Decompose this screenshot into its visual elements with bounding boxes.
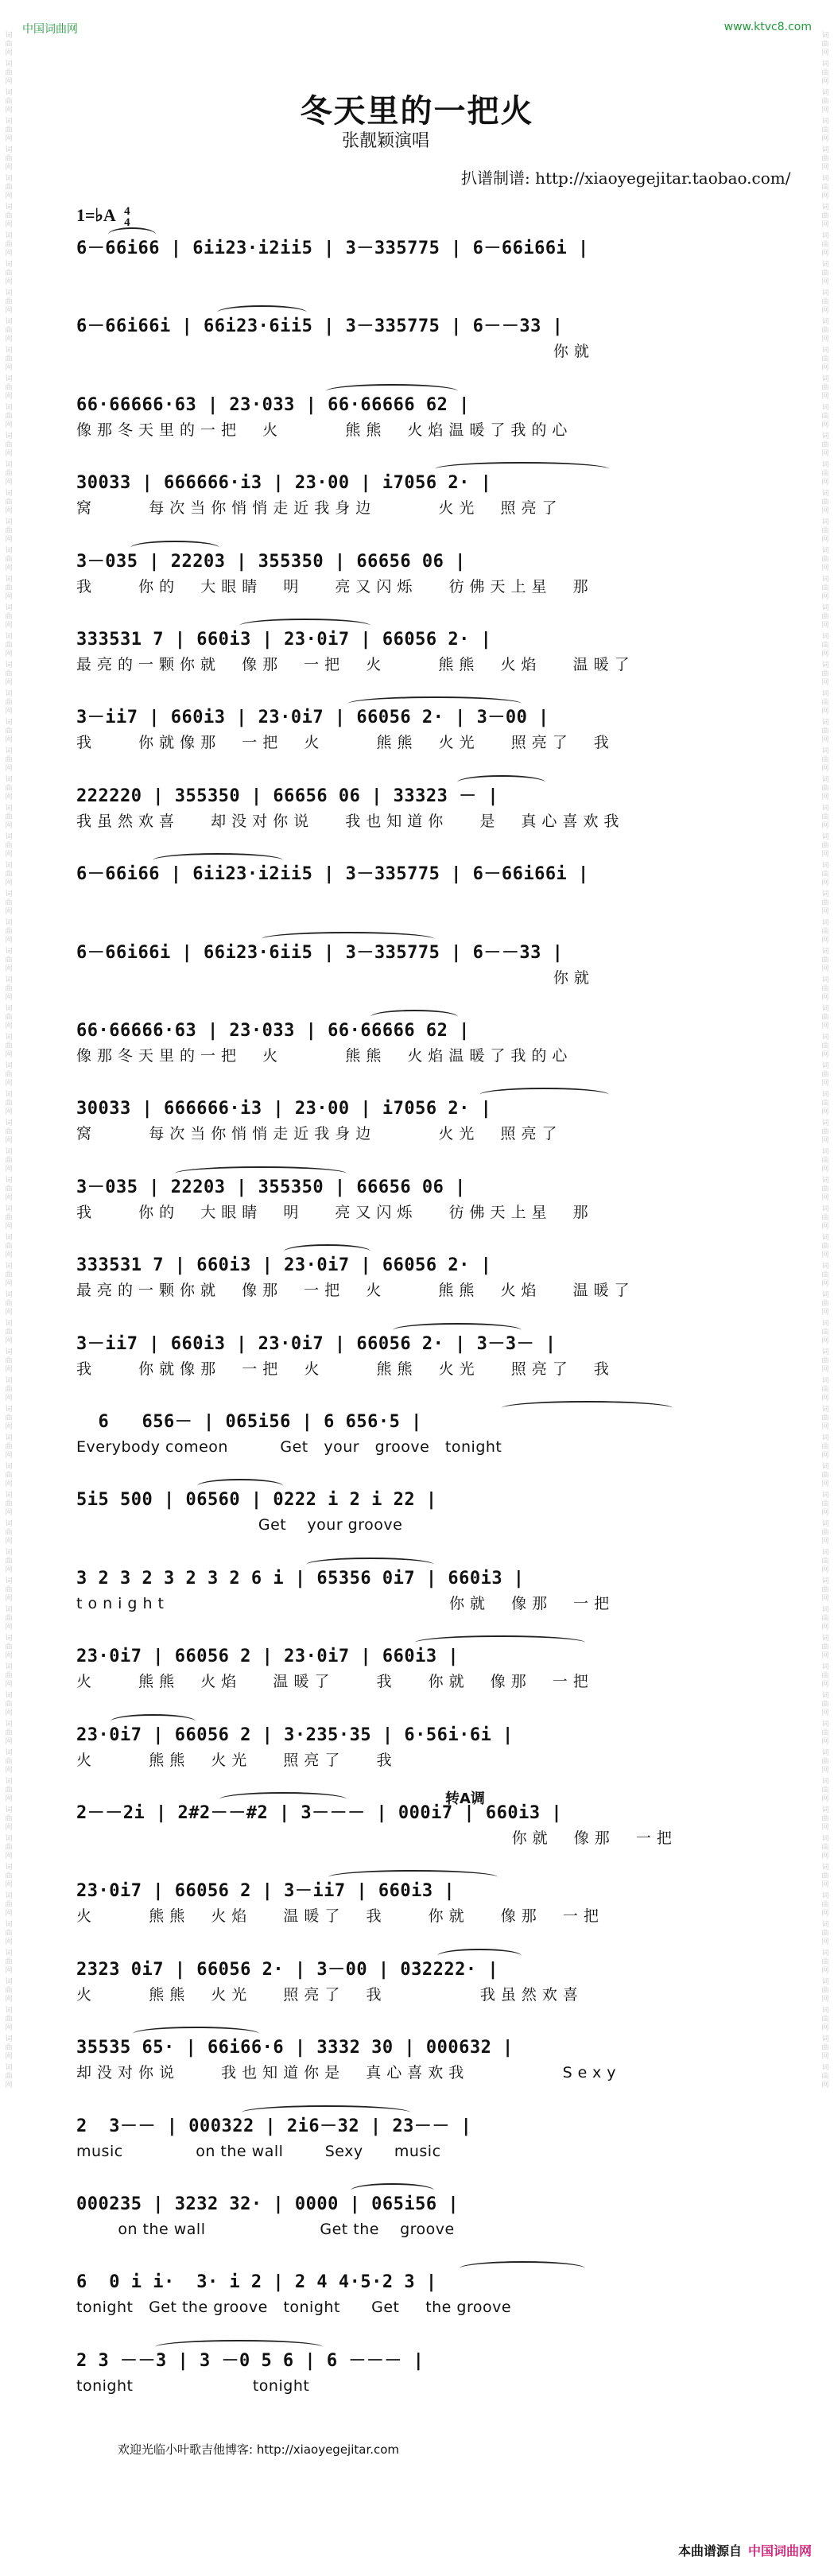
watermark-text: 词曲网 (5, 2064, 13, 2089)
watermark-text: 词曲网 (5, 146, 13, 172)
notation-line: 66·66666·63 | 23·033 | 66·66666 62 | (76, 1021, 470, 1041)
notation-line: 6－66i66i | 66i23·6ii5 | 3－335775 | 6－－33 | (76, 316, 564, 336)
watermark-text: 词曲网 (821, 576, 829, 601)
watermark-text: 词曲网 (5, 1549, 13, 1574)
watermark-text: 词曲网 (821, 461, 829, 487)
watermark-text: 词曲网 (5, 1577, 13, 1603)
watermark-text: 词曲网 (5, 118, 13, 143)
score-line (76, 1487, 760, 1536)
watermark-text: 词曲网 (821, 1348, 829, 1374)
lyric-line: 我 你就像那 一把 火 熊熊 火光 照亮了 我 (76, 1360, 615, 1378)
watermark-text: 词曲网 (821, 1921, 829, 1946)
watermark-text: 词曲网 (5, 89, 13, 114)
footer-source-label: 本曲谱源自 (677, 2543, 742, 2559)
watermark-text: 词曲网 (821, 1577, 829, 1603)
slur-mark (197, 1479, 283, 1493)
notation-line: 3 2 3 2 3 2 3 2 6 i | 65356 0i7 | 660i3 | (76, 1569, 525, 1589)
lyric-line: 窝 每次当你悄悄走近我身边 火光 照亮了 (76, 1125, 563, 1143)
lyric-line: Everybody comeon Get your groove tonight (76, 1438, 502, 1456)
notation-line: 2 3 －－3 | 3 －0 5 6 | 6 －－－ | (76, 2351, 425, 2371)
slur-mark (457, 775, 545, 789)
watermark-text: 词曲网 (5, 1119, 13, 1145)
watermark-text: 词曲网 (821, 289, 829, 315)
watermark-text: 词曲网 (821, 60, 829, 86)
watermark-text: 词曲网 (5, 1949, 13, 1975)
watermark-text: 词曲网 (5, 1463, 13, 1488)
watermark-text: 词曲网 (5, 461, 13, 487)
site-logo-left[interactable]: 中国词曲网 (22, 23, 78, 36)
watermark-text: 词曲网 (5, 1692, 13, 1717)
watermark-text: 词曲网 (5, 1806, 13, 1832)
watermark-text: 词曲网 (821, 175, 829, 200)
watermark-text: 词曲网 (821, 1234, 829, 1259)
notation-line: 66·66666·63 | 23·033 | 66·66666 62 | (76, 395, 470, 415)
score-line (76, 1174, 760, 1224)
watermark-text: 词曲网 (5, 1921, 13, 1946)
notation-line: 333531 7 | 660i3 | 23·0i7 | 66056 2· | (76, 630, 492, 650)
watermark-text: 词曲网 (5, 862, 13, 887)
watermark-text: 词曲网 (821, 1864, 829, 1889)
score-line (76, 1331, 760, 1380)
song-title: 冬天里的一把火 (300, 93, 534, 130)
watermark-text: 词曲网 (5, 833, 13, 859)
key-signature (76, 205, 130, 228)
watermark-text: 词曲网 (821, 1549, 829, 1574)
key-label: 1=♭A (76, 205, 115, 225)
lyric-line: 我 你的 大眼睛 明 亮又闪烁 彷佛天上星 那 (76, 1204, 594, 1221)
watermark-text: 词曲网 (5, 318, 13, 343)
watermark-text: 词曲网 (821, 1949, 829, 1975)
watermark-text: 词曲网 (5, 175, 13, 200)
watermark-text: 词曲网 (5, 576, 13, 601)
slur-mark (415, 1635, 585, 1650)
notation-line: 30033 | 666666·i3 | 23·00 | i7056 2· | (76, 1099, 492, 1119)
score-line (76, 470, 760, 519)
watermark-text: 词曲网 (821, 1806, 829, 1832)
slur-mark (130, 541, 219, 555)
score-line (76, 861, 760, 910)
watermark-text: 词曲网 (821, 232, 829, 258)
notation-line: 6－66i66 | 6ii23·i2ii5 | 3－335775 | 6－66i66i | (76, 239, 589, 258)
lyric-line: 你就 (76, 343, 595, 360)
watermark-text: 词曲网 (821, 633, 829, 658)
score-line (76, 783, 760, 832)
lyric-line: 你就 (76, 969, 595, 987)
slur-mark (219, 1792, 347, 1806)
site-url-right[interactable]: www.ktvc8.com (723, 21, 812, 33)
score-line (76, 1096, 760, 1145)
watermark-text: 词曲网 (821, 1692, 829, 1717)
lyric-line: Get your groove (76, 1516, 403, 1534)
lyric-line: tonight Get the groove tonight Get the groove (76, 2299, 512, 2316)
watermark-text: 词曲网 (821, 1463, 829, 1488)
watermark-text: 词曲网 (5, 1721, 13, 1746)
watermark-text: 词曲网 (821, 2035, 829, 2061)
slur-mark (175, 1166, 347, 1181)
watermark-text: 词曲网 (5, 805, 13, 830)
watermark-text: 词曲网 (821, 1835, 829, 1860)
watermark-text: 词曲网 (821, 1091, 829, 1116)
watermark-text: 词曲网 (821, 146, 829, 172)
watermark-text: 词曲网 (5, 1234, 13, 1259)
lyric-line (76, 888, 760, 910)
watermark-text: 词曲网 (821, 1778, 829, 1803)
watermark-text: 词曲网 (5, 1263, 13, 1288)
score-line (76, 549, 760, 598)
score-line (76, 313, 760, 363)
watermark-text: 词曲网 (821, 1291, 829, 1317)
score-line (76, 2113, 760, 2163)
watermark-text: 词曲网 (821, 261, 829, 286)
lyric-line: 我 你的 大眼睛 明 亮又闪烁 彷佛天上星 那 (76, 578, 594, 596)
score-line (76, 704, 760, 754)
watermark-text: 词曲网 (821, 890, 829, 916)
watermark-text: 词曲网 (5, 1520, 13, 1546)
slur-mark (108, 227, 156, 242)
watermark-text: 词曲网 (5, 1205, 13, 1231)
watermark-text: 词曲网 (821, 805, 829, 830)
slur-mark (284, 1244, 370, 1259)
lyric-line: 最亮的一颗你就 像那 一把 火 熊熊 火焰 温暖了 (76, 1282, 635, 1299)
time-signature (124, 206, 130, 228)
lyric-line: 像那冬天里的一把 火 熊熊 火焰温暖了我的心 (76, 421, 573, 439)
notation-line: 000235 | 3232 32· | 0000 | 065i56 | (76, 2194, 460, 2214)
watermark-text: 词曲网 (821, 433, 829, 458)
watermark-text: 词曲网 (5, 690, 13, 716)
notation-line: 3－ii7 | 660i3 | 23·0i7 | 66056 2· | 3－00 | (76, 708, 549, 727)
watermark-text: 词曲网 (5, 1348, 13, 1374)
watermark-text: 词曲网 (821, 89, 829, 114)
slur-mark (351, 2183, 434, 2198)
score-line (76, 1409, 760, 1458)
lyric-line: on the wall Get the groove (76, 2221, 455, 2238)
watermark-text: 词曲网 (821, 1005, 829, 1030)
slur-mark (393, 1323, 522, 1337)
watermark-text: 词曲网 (821, 1148, 829, 1174)
score-line (76, 392, 760, 441)
watermark-text: 词曲网 (5, 1864, 13, 1889)
notation-line: 30033 | 666666·i3 | 23·00 | i7056 2· | (76, 473, 492, 493)
slur-mark (370, 1010, 458, 1024)
modulation-marker: 转A调 (445, 1790, 485, 1807)
watermark-text: 词曲网 (821, 1978, 829, 2004)
watermark-text: 词曲网 (821, 1663, 829, 1689)
score-line (76, 235, 760, 285)
watermark-text: 词曲网 (821, 1177, 829, 1202)
watermark-text: 词曲网 (821, 719, 829, 744)
slur-mark (217, 305, 307, 320)
watermark-text: 词曲网 (821, 690, 829, 716)
watermark-text: 词曲网 (5, 747, 13, 773)
watermark-text: 词曲网 (821, 490, 829, 515)
footer-source (678, 2541, 812, 2559)
singer-credit: 张靓颖演唱 (342, 131, 430, 151)
side-watermark-left (3, 32, 14, 2544)
watermark-text: 词曲网 (5, 976, 13, 1002)
watermark-text: 词曲网 (5, 1434, 13, 1460)
footer-source-brand[interactable]: 中国词曲网 (747, 2543, 812, 2559)
watermark-text: 词曲网 (821, 833, 829, 859)
lyric-line: 火 熊熊 火光 照亮了 我 (76, 1752, 398, 1769)
slur-mark (262, 932, 434, 946)
watermark-text: 词曲网 (5, 776, 13, 801)
watermark-text: 词曲网 (821, 547, 829, 572)
lyric-line: 却没对你说 我也知道你是 真心喜欢我 Sexy (76, 2064, 622, 2081)
score-line (76, 2191, 760, 2240)
score-line (76, 1252, 760, 1302)
slur-mark (460, 2261, 585, 2275)
watermark-text: 词曲网 (821, 1721, 829, 1746)
watermark-text: 词曲网 (5, 490, 13, 515)
slur-mark (502, 1401, 673, 1415)
slur-mark (348, 696, 522, 711)
score-line (76, 1878, 760, 1927)
watermark-text: 词曲网 (5, 1606, 13, 1631)
score-line (76, 1018, 760, 1067)
watermark-text: 词曲网 (821, 919, 829, 945)
watermark-text: 词曲网 (821, 1377, 829, 1402)
lyric-line: 我 你就像那 一把 火 熊熊 火光 照亮了 我 (76, 734, 615, 751)
watermark-text: 词曲网 (821, 404, 829, 429)
watermark-text: 词曲网 (821, 776, 829, 801)
transcriber-credit: 扒谱制谱: http://xiaoyegejitar.taobao.com/ (461, 169, 791, 188)
watermark-text: 词曲网 (5, 1091, 13, 1116)
watermark-text: 词曲网 (5, 1749, 13, 1775)
watermark-text: 词曲网 (5, 719, 13, 744)
score-line (76, 1800, 760, 1849)
watermark-text: 词曲网 (821, 347, 829, 372)
watermark-text: 词曲网 (5, 347, 13, 372)
score-line (76, 1565, 760, 1615)
slur-mark (328, 1870, 498, 1884)
notation-line: 2－－2i | 2#2－－#2 | 3－－－ | 000i7 | 660i3 | (76, 1803, 563, 1823)
watermark-text: 词曲网 (5, 890, 13, 916)
lyric-line: 火 熊熊 火焰 温暖了 我 你就 像那 一把 (76, 1907, 604, 1925)
lyric-line: 最亮的一颗你就 像那 一把 火 熊熊 火焰 温暖了 (76, 656, 635, 673)
notation-line: 3－035 | 22203 | 355350 | 66656 06 | (76, 1177, 466, 1197)
watermark-text: 词曲网 (5, 1320, 13, 1345)
watermark-text: 词曲网 (821, 747, 829, 773)
watermark-text: 词曲网 (5, 2007, 13, 2032)
lyric-line: tonight tonight (76, 2377, 310, 2395)
watermark-text: 词曲网 (821, 1520, 829, 1546)
watermark-text: 词曲网 (821, 1434, 829, 1460)
watermark-text: 词曲网 (5, 948, 13, 973)
lyric-line: 像那冬天里的一把 火 熊熊 火焰温暖了我的心 (76, 1047, 573, 1065)
score-line (76, 2348, 760, 2397)
notation-line: 23·0i7 | 66056 2 | 3·235·35 | 6·56i·6i | (76, 1725, 514, 1745)
watermark-text: 词曲网 (5, 375, 13, 401)
notation-line: 6 656－ | 065i56 | 6 656·5 | (76, 1412, 422, 1432)
watermark-text: 词曲网 (5, 404, 13, 429)
watermark-text: 词曲网 (5, 1034, 13, 1059)
meter-top: 4 (124, 204, 130, 218)
watermark-text: 词曲网 (821, 976, 829, 1002)
watermark-text: 词曲网 (5, 1978, 13, 2004)
meter-bottom: 4 (124, 215, 130, 229)
notation-line: 333531 7 | 660i3 | 23·0i7 | 66056 2· | (76, 1255, 492, 1275)
watermark-text: 词曲网 (5, 261, 13, 286)
watermark-text: 词曲网 (5, 1778, 13, 1803)
watermark-text: 词曲网 (5, 604, 13, 630)
watermark-text: 词曲网 (821, 1406, 829, 1431)
watermark-text: 词曲网 (821, 1606, 829, 1631)
lyric-line: 我虽然欢喜 却没对你说 我也知道你 是 真心喜欢我 (76, 813, 625, 830)
score-line (76, 1643, 760, 1693)
side-watermark-right (820, 32, 831, 2544)
watermark-text: 词曲网 (5, 232, 13, 258)
slur-mark (155, 2340, 323, 2354)
watermark-text: 词曲网 (821, 1320, 829, 1345)
watermark-text: 词曲网 (5, 1892, 13, 1918)
notation-line: 23·0i7 | 66056 2 | 23·0i7 | 660i3 | (76, 1647, 460, 1666)
watermark-text: 词曲网 (821, 318, 829, 343)
watermark-text: 词曲网 (821, 661, 829, 687)
watermark-text: 词曲网 (5, 661, 13, 687)
watermark-text: 词曲网 (5, 1635, 13, 1660)
watermark-text: 词曲网 (5, 433, 13, 458)
notation-line: 35535 65· | 66i66·6 | 3332 30 | 000632 | (76, 2038, 514, 2058)
slur-mark (479, 1088, 609, 1102)
watermark-text: 词曲网 (821, 32, 829, 57)
lyric-line (76, 262, 760, 285)
watermark-text: 词曲网 (5, 1291, 13, 1317)
watermark-text: 词曲网 (821, 2007, 829, 2032)
watermark-text: 词曲网 (5, 289, 13, 315)
watermark-text: 词曲网 (821, 862, 829, 887)
watermark-text: 词曲网 (5, 1377, 13, 1402)
notation-line: 6 0 i i· 3· i 2 | 2 4 4·5·2 3 | (76, 2272, 437, 2292)
notation-line: 3－ii7 | 660i3 | 23·0i7 | 66056 2· | 3－3－ | (76, 1334, 557, 1354)
watermark-text: 词曲网 (5, 204, 13, 229)
watermark-text: 词曲网 (5, 919, 13, 945)
watermark-text: 词曲网 (821, 2064, 829, 2089)
watermark-text: 词曲网 (821, 1119, 829, 1145)
watermark-text: 词曲网 (5, 547, 13, 572)
footer-blog-link[interactable]: 欢迎光临小叶歌吉他博客: http://xiaoyegejitar.com (118, 2442, 400, 2457)
watermark-text: 词曲网 (5, 32, 13, 57)
watermark-text: 词曲网 (821, 948, 829, 973)
lyric-line: 你就 像那 一把 (76, 1829, 677, 1847)
watermark-text: 词曲网 (821, 1892, 829, 1918)
lyric-line: tonight 你就 像那 一把 (76, 1595, 615, 1612)
slur-mark (239, 619, 370, 633)
notation-line: 2 3－－ | 000322 | 2i6－32 | 23－－ | (76, 2116, 472, 2136)
notation-line: 5i5 500 | 06560 | 0222 i 2 i 22 | (76, 1490, 437, 1510)
watermark-text: 词曲网 (821, 204, 829, 229)
slur-mark (435, 462, 609, 476)
slur-mark (111, 1714, 196, 1728)
score-line (76, 627, 760, 676)
watermark-text: 词曲网 (5, 633, 13, 658)
score-line (76, 1957, 760, 2006)
notation-line: 6－66i66 | 6ii23·i2ii5 | 3－335775 | 6－66i66i | (76, 864, 589, 884)
slur-mark (326, 384, 458, 398)
slur-mark (242, 2105, 410, 2120)
slur-mark (437, 1949, 522, 1963)
watermark-text: 词曲网 (5, 1062, 13, 1088)
score-line (76, 2035, 760, 2084)
watermark-text: 词曲网 (821, 1034, 829, 1059)
watermark-text: 词曲网 (821, 1062, 829, 1088)
watermark-text: 词曲网 (821, 1749, 829, 1775)
notation-line: 6－66i66i | 66i23·6ii5 | 3－335775 | 6－－33 | (76, 943, 564, 963)
watermark-text: 词曲网 (5, 1492, 13, 1517)
notation-line: 222220 | 355350 | 66656 06 | 33323 － | (76, 786, 499, 806)
watermark-text: 词曲网 (821, 1205, 829, 1231)
watermark-text: 词曲网 (821, 375, 829, 401)
notation-line: 23·0i7 | 66056 2 | 3－ii7 | 660i3 | (76, 1881, 456, 1901)
lyric-line: 窝 每次当你悄悄走近我身边 火光 照亮了 (76, 499, 563, 517)
slur-mark (133, 2027, 259, 2041)
watermark-text: 词曲网 (821, 118, 829, 143)
watermark-text: 词曲网 (5, 1663, 13, 1689)
slur-mark (153, 853, 283, 867)
watermark-text: 词曲网 (821, 1263, 829, 1288)
watermark-text: 词曲网 (821, 604, 829, 630)
watermark-text: 词曲网 (5, 1406, 13, 1431)
score-line (76, 2269, 760, 2318)
lyric-line: 火 熊熊 火光 照亮了 我 我虽然欢喜 (76, 1986, 584, 2004)
notation-line: 3－035 | 22203 | 355350 | 66656 06 | (76, 552, 466, 572)
watermark-text: 词曲网 (5, 1177, 13, 1202)
watermark-text: 词曲网 (821, 1635, 829, 1660)
score-line (76, 1722, 760, 1771)
watermark-text: 词曲网 (5, 1148, 13, 1174)
watermark-text: 词曲网 (5, 1835, 13, 1860)
watermark-text: 词曲网 (5, 518, 13, 544)
score-line (76, 940, 760, 989)
watermark-text: 词曲网 (5, 2035, 13, 2061)
watermark-text: 词曲网 (821, 518, 829, 544)
lyric-line: 火 熊熊 火焰 温暖了 我 你就 像那 一把 (76, 1673, 594, 1690)
slur-mark (306, 1558, 434, 1572)
watermark-text: 词曲网 (5, 60, 13, 86)
lyric-line: music on the wall Sexy music (76, 2143, 441, 2160)
notation-line: 2323 0i7 | 66056 2· | 3－00 | 032222· | (76, 1960, 499, 1980)
watermark-text: 词曲网 (821, 1492, 829, 1517)
watermark-text: 词曲网 (5, 1005, 13, 1030)
